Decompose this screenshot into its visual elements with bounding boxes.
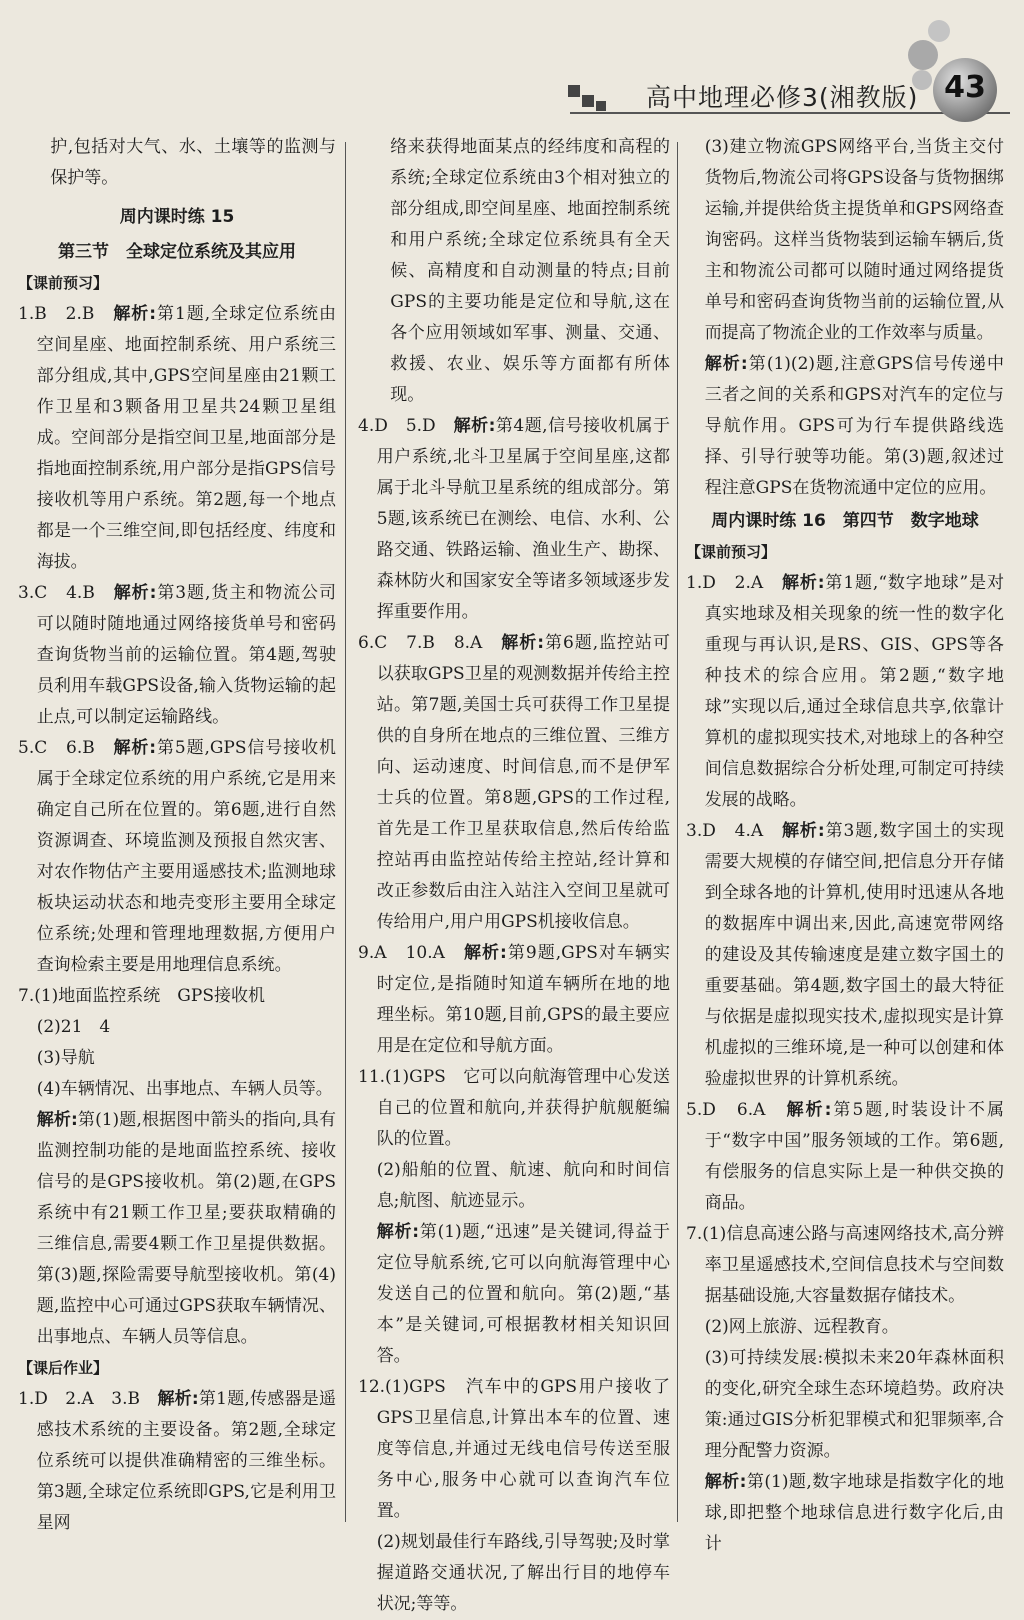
page-number: 43 [944, 70, 986, 105]
column-3 [686, 132, 1004, 1560]
analysis-paragraph: 解析:第(1)(2)题,注意GPS信号传递中三者之间的关系和GPS对汽车的定位与导航作用。GPS可为行车提供路线选择、引导行驶等功能。第(3)题,叙述过程注意GPS在货物流通中定位的应用。 [704, 354, 1004, 498]
answer-item: 5.C 6.B 解析:第5题,GPS信号接收机属于全球定位系统的用户系统,它是用来确定自己所在位置的。第6题,进行自然资源调查、环境监测及预报自然灾害、对农作物估产主要用遥感技术;监测地球板块运动状态和地壳变形主要用全球定位系统;处理和管理地理数据,方便用户查询检索主要是用地理信息系统。 [18, 738, 336, 975]
column-divider [677, 142, 678, 1522]
section-label: 【课后作业】 [18, 1359, 109, 1377]
column-divider [345, 142, 346, 1522]
decorative-circle [908, 40, 938, 70]
analysis-paragraph: 解析:第(1)题,根据图中箭头的指向,具有监测控制功能的是地面监控系统、接收信号的是GPS接收机。第(2)题,在GPS系统中有21颗工作卫星;要获取精确的三维信息,需要4颗工作卫星提供数据。第(3)题,探险需要导航型接收机。第(4)题,监控中心可通过GPS获取车辆情况、出事地点、车辆人员等信息。 [36, 1110, 336, 1347]
answer-item: 12.(1)GPS 汽车中的GPS用户接收了GPS卫星信息,计算出本车的位置、速度等信息,并通过无线电信号传送至服务中心,服务中心就可以查询汽车位置。 [358, 1377, 670, 1521]
column-1 [18, 132, 336, 1539]
answer-item: 7.(1)地面监控系统 GPS接收机 [18, 986, 265, 1006]
answer-subitem: (3)可持续发展:模拟未来20年森林面积的变化,研究全球生态环境趋势。政府决策:通过GIS分析犯罪模式和犯罪频率,合理分配警力资源。 [704, 1348, 1004, 1461]
answer-item: 6.C 7.B 8.A 解析:第6题,监控站可以获取GPS卫星的观测数据并传给主控站。第7题,美国士兵可获得工作卫星提供的自身所在地点的三维位置、三维方向、运动速度、时间信息,而不是伊军士兵的位置。第8题,GPS的工作过程,首先是工作卫星获取信息,然后传给监控站再由监控站传给主控站,经计算和改正参数后由注入站注入空间卫星就可传给用户,用户用GPS机接收信息。 [358, 633, 670, 932]
lesson-title: 周内课时练 15 [119, 207, 235, 227]
answer-item: 3.C 4.B 解析:第3题,货主和物流公司可以随时随地通过网络接货单号和密码查询货物当前的运输位置。第4题,驾驶员利用车载GPS设备,输入货物运输的起止点,可以制定运输路线。 [18, 583, 336, 727]
answer-item: 1.B 2.B 解析:第1题,全球定位系统由空间星座、地面控制系统、用户系统三部分组成,其中,GPS空间星座由21颗工作卫星和3颗备用卫星共24颗卫星组成。空间部分是指空间卫星,地面部分是指地面控制系统,用户部分是指GPS信号接收机等用户系统。第2题,每一个地点都是一个三维空间,即包括经度、纬度和海拔。 [18, 304, 336, 572]
text-paragraph: (3)建立物流GPS网络平台,当货主交付货物后,物流公司将GPS设备与货物捆绑运输,并提供给货主提货单和GPS网络查询密码。这样当货物装到运输车辆后,货主和物流公司都可以随时通过网络提货单号和密码查询货物当前的运输位置,从而提高了物流企业的工作效率与质量。 [704, 137, 1004, 343]
answer-item: 3.D 4.A 解析:第3题,数字国土的实现需要大规模的存储空间,把信息分开存储到全球各地的计算机,使用时迅速从各地的数据库中调出来,因此,高速宽带网络的建设及其传输速度是建立数字国土的重要基础。第4题,数字国土的最大特征与依据是虚拟现实技术,虚拟现实是计算机虚拟的三维环境,是一种可以创建和体验虚拟世界的计算机系统。 [686, 821, 1004, 1089]
text-paragraph: 护,包括对大气、水、土壤等的监测与保护等。 [50, 137, 336, 188]
text-paragraph: 络来获得地面某点的经纬度和高程的系统;全球定位系统由3个相对独立的部分组成,即空间星座、地面控制系统和用户系统;全球定位系统具有全天候、高精度和自动测量的特点;目前GPS的主要功能是定位和导航,这在各个应用领域如军事、测量、交通、救援、农业、娱乐等方面都有所体现。 [390, 137, 670, 405]
answer-item: 4.D 5.D 解析:第4题,信号接收机属于用户系统,北斗卫星属于空间星座,这都属于北斗导航卫星系统的组成部分。第5题,该系统已在测绘、电信、水利、公路交通、铁路运输、渔业生产、勘探、森林防火和国家安全等诸多领域逐步发挥重要作用。 [358, 416, 670, 622]
analysis-paragraph: 解析:第(1)题,数字地球是指数字化的地球,即把整个地球信息进行数字化后,由计 [704, 1472, 1004, 1554]
answer-item: 9.A 10.A 解析:第9题,GPS对车辆实时定位,是指随时知道车辆所在地的地理坐标。第10题,目前,GPS的最主要应用是在定位和导航方面。 [358, 943, 670, 1056]
decorative-circle [928, 20, 950, 42]
answer-subitem: (2)船舶的位置、航速、航向和时间信息;航图、航迹显示。 [376, 1160, 670, 1211]
section-title: 第三节 全球定位系统及其应用 [58, 242, 296, 262]
header-squares-decoration [568, 85, 638, 115]
column-2 [358, 132, 670, 1620]
answer-subitem: (2)规划最佳行车路线,引导驾驶;及时掌握道路交通状况,了解出行目的地停车状况;等等。 [376, 1532, 670, 1614]
answer-item: 7.(1)信息高速公路与高速网络技术,高分辨率卫星遥感技术,空间信息技术与空间数据基础设施,大容量数据存储技术。 [686, 1224, 1004, 1306]
book-title: 高中地理必修3(湘教版) [646, 83, 919, 112]
lesson-title: 周内课时练 16 第四节 数字地球 [711, 511, 979, 531]
section-label: 【课前预习】 [686, 543, 777, 561]
analysis-paragraph: 解析:第(1)题,“迅速”是关键词,得益于定位导航系统,它可以向航海管理中心发送自己的位置和航向。第(2)题,“基本”是关键词,可根据教材相关知识回答。 [376, 1222, 670, 1366]
answer-item: 1.D 2.A 3.B 解析:第1题,传感器是遥感技术系统的主要设备。第2题,全球定位系统可以提供准确精密的三维坐标。第3题,全球定位系统即GPS,它是利用卫星网 [18, 1389, 336, 1533]
section-label: 【课前预习】 [18, 274, 109, 292]
answer-subitem: (4)车辆情况、出事地点、车辆人员等。 [36, 1079, 333, 1099]
answer-subitem: (3)导航 [36, 1048, 95, 1068]
answer-subitem: (2)21 4 [36, 1017, 111, 1037]
answer-item: 11.(1)GPS 它可以向航海管理中心发送自己的位置和航向,并获得护航舰艇编队的位置。 [358, 1067, 670, 1149]
answer-subitem: (2)网上旅游、远程教育。 [704, 1317, 899, 1337]
answer-item: 5.D 6.A 解析:第5题,时装设计不属于“数字中国”服务领域的工作。第6题,有偿服务的信息实际上是一种供交换的商品。 [686, 1100, 1004, 1213]
page-header [0, 0, 1024, 130]
answer-item: 1.D 2.A 解析:第1题,“数字地球”是对真实地球及相关现象的统一性的数字化重现与再认识,是RS、GIS、GPS等各种技术的综合应用。第2题,“数字地球”实现以后,通过全球信息共享,依靠计算机的虚拟现实技术,对地球上的各种空间信息数据综合分析处理,可制定可持续发展的战略。 [686, 573, 1004, 810]
